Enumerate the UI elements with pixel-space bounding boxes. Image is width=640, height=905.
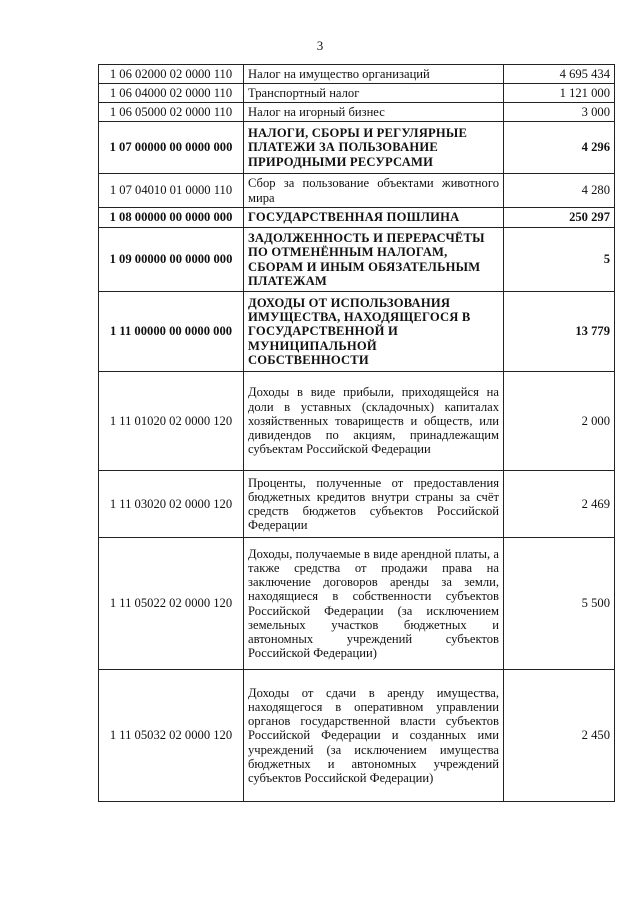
revenue-table-body <box>99 65 615 802</box>
revenue-name-cell: ГОСУДАРСТВЕННАЯ ПОШЛИНА <box>244 208 504 228</box>
amount-cell: 5 <box>504 228 615 292</box>
budget-code-cell: 1 11 03020 02 0000 120 <box>99 471 244 538</box>
amount-cell: 4 695 434 <box>504 65 615 84</box>
table-row <box>99 65 615 84</box>
page-number: 3 <box>316 38 324 53</box>
revenue-name-cell: Доходы, получаемые в виде арендной платы, а также средства от продажи права на заключение договоров аренды за земли, находящиеся в собственности субъектов Российской Федерации (за исключением земельных участков бюджетных и автономных учреждений субъектов Российской Федерации) <box>244 538 504 670</box>
budget-code-cell: 1 09 00000 00 0000 000 <box>99 228 244 292</box>
revenue-name-cell: Доходы от сдачи в аренду имущества, находящегося в оперативном управлении органов государственной власти субъектов Российской Федерации и созданных ими учреждений (за исключением имущества бюджетных и автономных учреждений субъектов Российской Федерации) <box>244 670 504 802</box>
budget-code-cell: 1 11 05032 02 0000 120 <box>99 670 244 802</box>
amount-cell: 250 297 <box>504 208 615 228</box>
revenue-name-cell: Налог на имущество организаций <box>244 65 504 84</box>
amount-cell: 2 000 <box>504 372 615 471</box>
amount-cell: 3 000 <box>504 103 615 122</box>
budget-code-cell: 1 06 02000 02 0000 110 <box>99 65 244 84</box>
revenue-name-cell: НАЛОГИ, СБОРЫ И РЕГУЛЯРНЫЕ ПЛАТЕЖИ ЗА ПОЛЬЗОВАНИЕ ПРИРОДНЫМИ РЕСУРСАМИ <box>244 122 504 174</box>
budget-code-cell: 1 06 04000 02 0000 110 <box>99 84 244 103</box>
table-row <box>99 538 615 670</box>
table-row <box>99 471 615 538</box>
amount-cell: 2 450 <box>504 670 615 802</box>
revenue-name-cell: Доходы в виде прибыли, приходящейся на доли в уставных (складочных) капиталах хозяйственных товариществ и обществ, или дивидендов по акциям, принадлежащим субъектам Российской Федерации <box>244 372 504 471</box>
table-row <box>99 103 615 122</box>
amount-cell: 4 296 <box>504 122 615 174</box>
table-row <box>99 372 615 471</box>
revenue-name-cell: ДОХОДЫ ОТ ИСПОЛЬЗОВАНИЯ ИМУЩЕСТВА, НАХОДЯЩЕГОСЯ В ГОСУДАРСТВЕННОЙ И МУНИЦИПАЛЬНОЙ СОБСТВЕННОСТИ <box>244 292 504 372</box>
table-row <box>99 208 615 228</box>
revenue-name-cell: Налог на игорный бизнес <box>244 103 504 122</box>
table-row <box>99 670 615 802</box>
budget-code-cell: 1 07 04010 01 0000 110 <box>99 174 244 208</box>
amount-cell: 5 500 <box>504 538 615 670</box>
revenue-name-cell: Сбор за пользование объектами животного мира <box>244 174 504 208</box>
amount-cell: 1 121 000 <box>504 84 615 103</box>
revenue-name-cell: ЗАДОЛЖЕННОСТЬ И ПЕРЕРАСЧЁТЫ ПО ОТМЕНЁННЫМ НАЛОГАМ, СБОРАМ И ИНЫМ ОБЯЗАТЕЛЬНЫМ ПЛАТЕЖАМ <box>244 228 504 292</box>
budget-code-cell: 1 11 01020 02 0000 120 <box>99 372 244 471</box>
revenue-table <box>98 64 615 802</box>
amount-cell: 4 280 <box>504 174 615 208</box>
budget-code-cell: 1 11 05022 02 0000 120 <box>99 538 244 670</box>
budget-code-cell: 1 07 00000 00 0000 000 <box>99 122 244 174</box>
budget-code-cell: 1 11 00000 00 0000 000 <box>99 292 244 372</box>
table-row <box>99 174 615 208</box>
budget-code-cell: 1 06 05000 02 0000 110 <box>99 103 244 122</box>
amount-cell: 2 469 <box>504 471 615 538</box>
revenue-name-cell: Проценты, полученные от предоставления бюджетных кредитов внутри страны за счёт средств бюджетов субъектов Российской Федерации <box>244 471 504 538</box>
budget-code-cell: 1 08 00000 00 0000 000 <box>99 208 244 228</box>
amount-cell: 13 779 <box>504 292 615 372</box>
revenue-name-cell: Транспортный налог <box>244 84 504 103</box>
table-row <box>99 292 615 372</box>
table-row <box>99 84 615 103</box>
table-row <box>99 228 615 292</box>
table-row <box>99 122 615 174</box>
